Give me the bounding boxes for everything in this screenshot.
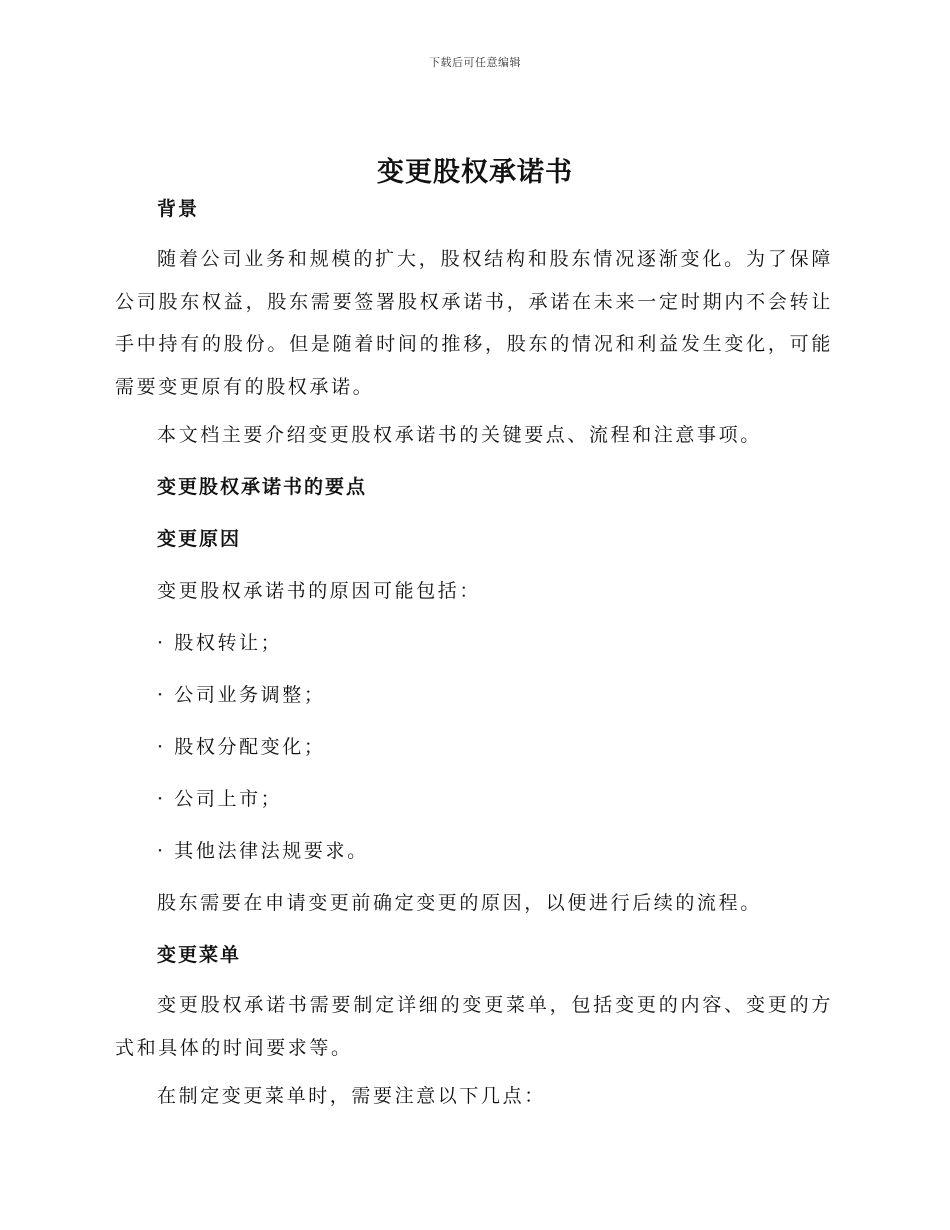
header-note: 下载后可任意编辑 bbox=[429, 56, 521, 69]
spacer bbox=[115, 408, 833, 418]
spacer bbox=[115, 504, 833, 522]
spacer bbox=[115, 764, 833, 782]
list-item-reason: · 其他法律法规要求。 bbox=[157, 840, 369, 862]
spacer bbox=[115, 1069, 833, 1079]
spacer bbox=[115, 608, 833, 626]
spacer bbox=[115, 660, 833, 678]
spacer bbox=[115, 816, 833, 834]
section-heading-menu: 变更菜单 bbox=[157, 944, 242, 966]
spacer bbox=[115, 712, 833, 730]
paragraph-reason-outro: 股东需要在申请变更前确定变更的原因，以便进行后续的流程。 bbox=[157, 892, 762, 914]
paragraph-menu-note: 在制定变更菜单时，需要注意以下几点： bbox=[157, 1085, 546, 1107]
paragraph-menu: 变更股权承诺书需要制定详细的变更菜单，包括变更的内容、变更的方式和具体的时间要求等。 bbox=[115, 994, 833, 1059]
document-title: 变更股权承诺书 bbox=[377, 157, 573, 188]
spacer bbox=[115, 972, 833, 984]
document-body bbox=[115, 192, 833, 1113]
paragraph-reason-intro: 变更股权承诺书的原因可能包括： bbox=[157, 580, 482, 602]
spacer bbox=[115, 920, 833, 938]
list-item-reason: · 公司业务调整； bbox=[157, 684, 326, 706]
section-heading-reason: 变更原因 bbox=[157, 528, 242, 550]
spacer bbox=[115, 226, 833, 238]
paragraph-background-2: 本文档主要介绍变更股权承诺书的关键要点、流程和注意事项。 bbox=[157, 424, 762, 446]
list-item-reason: · 股权转让； bbox=[157, 632, 283, 654]
spacer bbox=[115, 452, 833, 470]
spacer bbox=[115, 868, 833, 886]
list-item-reason: · 股权分配变化； bbox=[157, 736, 326, 758]
spacer bbox=[115, 556, 833, 574]
paragraph-background-1: 随着公司业务和规模的扩大，股权结构和股东情况逐渐变化。为了保障公司股东权益，股东需要签署股权承诺书，承诺在未来一定时期内不会转让手中持有的股份。但是随着时间的推移，股东的情况和利益发生变化，可能需要变更原有的股权承诺。 bbox=[115, 248, 833, 398]
section-heading-background: 背景 bbox=[157, 198, 200, 220]
section-heading-keypoints: 变更股权承诺书的要点 bbox=[157, 476, 368, 498]
list-item-reason: · 公司上市； bbox=[157, 788, 283, 810]
